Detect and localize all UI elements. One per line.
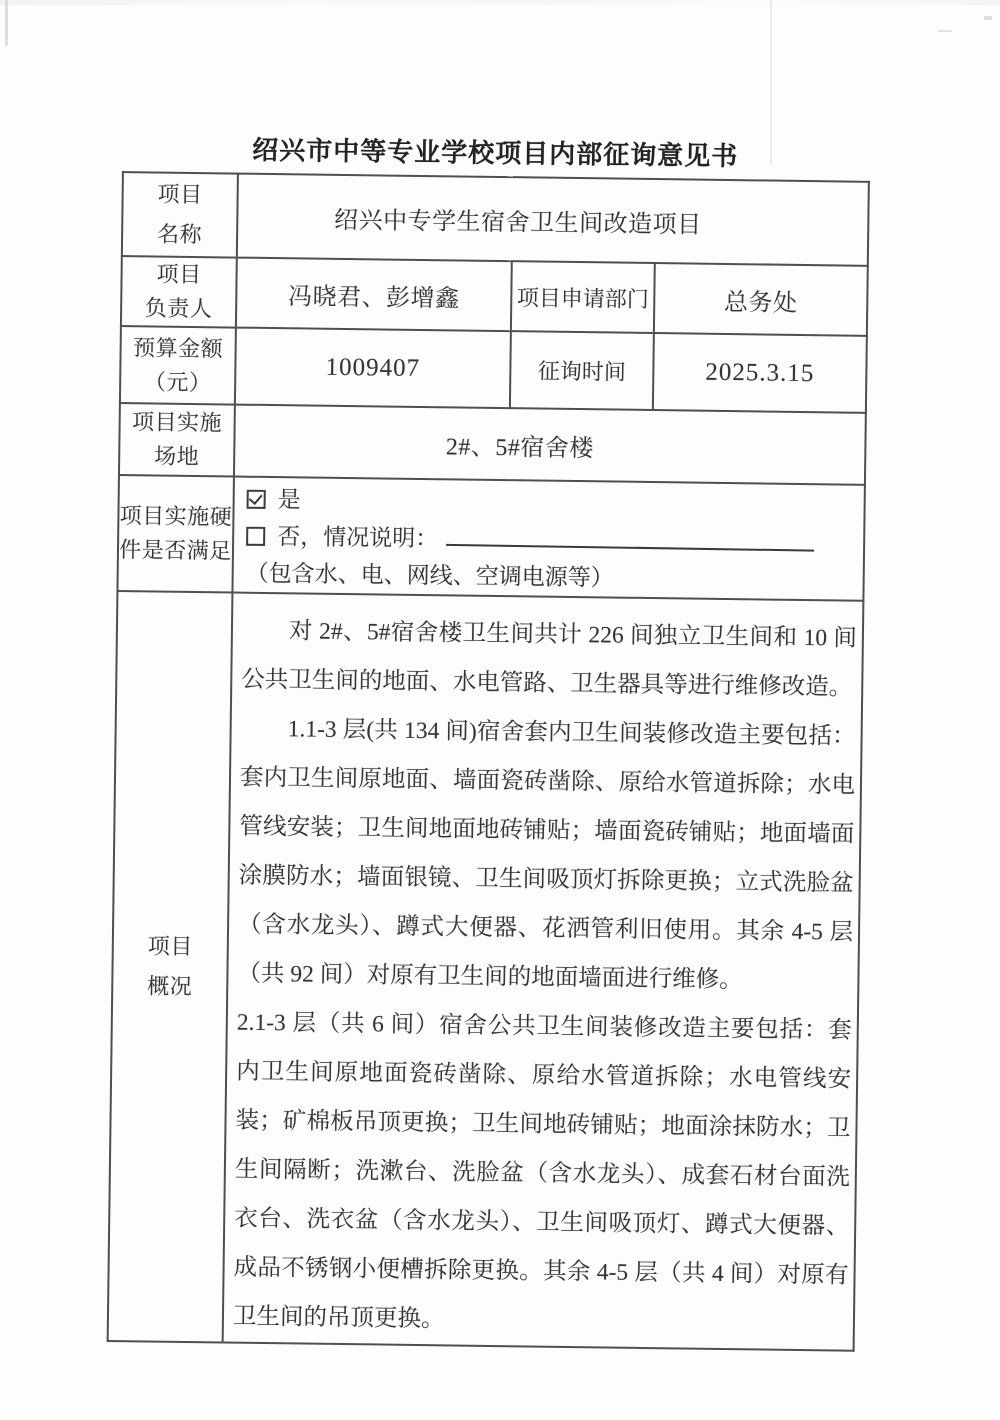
consult-time-value: 2025.3.15 <box>653 333 867 413</box>
row-overview <box>108 591 864 1351</box>
apply-dept-value: 总务处 <box>654 263 868 336</box>
label-line: 项目实施 <box>131 409 223 436</box>
label-line: 预算金额 <box>132 334 224 361</box>
apply-dept-label-cell: 项目申请部门 <box>511 261 655 333</box>
overview-paragraph: 1.1-3 层(共 134 间)宿舍套内卫生间装修改造主要包括：套内卫生间原地面、墙面瓷砖凿除、原给水管道拆除；水电管线安装；卫生间地面地砖铺贴；墙面瓷砖铺贴；地面墙面涂膜防水；墙面银镜、卫生间吸顶灯拆除更换；立式洗脸盆（含水龙头）、蹲式大便器、花洒管利旧使用。其余 4-5 层（共 92 间）对原有卫生间的地面墙面进行维修。 <box>237 716 856 994</box>
label-line: 负责人 <box>144 295 213 322</box>
document-title: 绍兴市中等专业学校项目内部征询意见书 <box>252 135 739 173</box>
hardware-note: （包含水、电、网线、空调电源等） <box>245 560 614 591</box>
note-blank-line <box>446 540 814 552</box>
budget-label-cell <box>120 326 236 404</box>
label-line: （元） <box>143 368 212 395</box>
label-line: 项目实施硬 <box>119 503 233 530</box>
overview-text <box>224 594 863 1350</box>
hardware-no-label: 否，情况说明： <box>277 524 439 552</box>
row-project-name <box>122 172 869 266</box>
label-line: 项目 <box>156 261 202 288</box>
row-project-leader <box>121 256 868 336</box>
hardware-label-cell <box>117 475 234 592</box>
overview-paragraph: 2.1-3 层（共 6 间）宿舍公共卫生间装修改造主要包括：套内卫生间原地面瓷砖凿除、原给水管道拆除；水电管线安装；矿棉板吊顶更换；卫生间地砖铺贴；地面涂抹防水；卫生间隔断；洗漱台、洗脸盆（含水龙头）、成套石材台面洗衣台、洗衣盆（含水龙头）、卫生间吸顶灯、蹲式大便器、成品不锈钢小便槽拆除更换。其余 4-5 层（共 4 间）对原有卫生间的吊顶更换。 <box>232 1009 852 1333</box>
overview-value-cell <box>223 593 864 1351</box>
consultation-form-table <box>107 171 870 1352</box>
row-budget <box>120 326 867 413</box>
consult-time-label-cell: 征询时间 <box>510 331 654 410</box>
label-line: 名称 <box>156 221 203 248</box>
overview-paragraph: 对 2#、5#宿舍楼卫生间共计 226 间独立卫生间和 10 间公共卫生间的地面、水电管路、卫生器具等进行维修改造。 <box>241 618 858 701</box>
checkbox-unchecked-icon <box>246 527 265 546</box>
label-line: 概况 <box>147 973 193 1000</box>
overview-label-cell <box>108 591 233 1342</box>
label-line: 项目 <box>157 181 203 208</box>
label-line: 件是否满足 <box>119 537 232 564</box>
project-name-value: 绍兴中专学生宿舍卫生间改造项目 <box>237 174 869 266</box>
site-value: 2#、5#宿舍楼 <box>234 405 866 485</box>
hardware-value-cell <box>232 477 864 601</box>
label-line: 场地 <box>154 443 200 470</box>
budget-value: 1009407 <box>235 328 511 409</box>
row-hardware <box>117 475 864 601</box>
row-site <box>119 403 866 485</box>
project-leader-label-cell <box>121 256 237 327</box>
hardware-yes-label: 是 <box>277 487 301 513</box>
checkbox-checked-icon <box>247 490 266 509</box>
site-label-cell <box>119 403 235 476</box>
label-line: 项目 <box>147 933 193 960</box>
hardware-options <box>233 478 863 600</box>
project-name-label-cell <box>122 172 238 257</box>
project-leader-value: 冯晓君、彭增鑫 <box>236 258 512 332</box>
